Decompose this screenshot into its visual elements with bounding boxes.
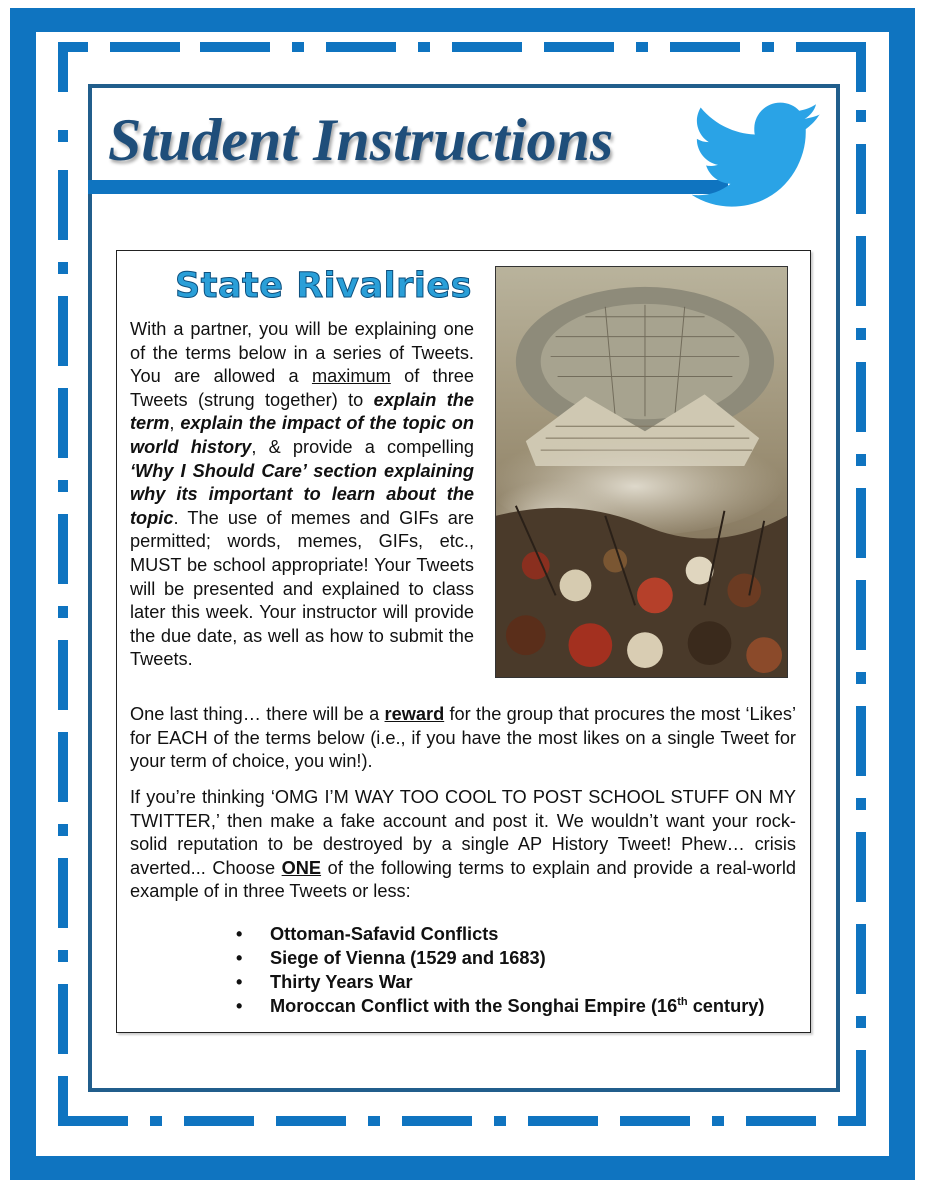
section-title: State Rivalries — [175, 266, 472, 306]
reward-emphasis: reward — [384, 704, 445, 724]
intro-text-2: of three Tweets (strung together) to — [130, 366, 474, 410]
maximum-emphasis: maximum — [311, 366, 391, 387]
reward-text-2: for the group that procures the most ‘Likes’ for EACH of the terms below (i.e., if you have the most likes on a single Tweet for your term of choice, you win!). — [130, 704, 797, 772]
intro-text-4: , & provide a compelling — [251, 436, 474, 457]
siege-painting-image — [495, 266, 788, 678]
term-label: Thirty Years War — [270, 972, 413, 992]
explain-term-emphasis: explain the term — [130, 389, 474, 434]
intro-paragraph — [130, 318, 474, 672]
fake-account-text-2: of the following terms to explain and provide a real-world example of in three Tweets or less: — [130, 857, 797, 902]
term-label-suffix: century) — [687, 996, 765, 1016]
explain-impact-emphasis: explain the impact of the topic on world history — [130, 413, 474, 457]
list-item — [232, 946, 764, 970]
fake-account-paragraph — [130, 786, 796, 904]
list-item — [232, 922, 764, 946]
one-emphasis: ONE — [281, 857, 322, 878]
term-superscript: th — [677, 995, 688, 1008]
terms-list — [232, 922, 764, 1018]
list-item — [232, 994, 764, 1018]
why-care-emphasis: ‘Why I Should Care’ section explaining why its important to learn about the topic — [130, 460, 474, 528]
term-label: Ottoman-Safavid Conflicts — [270, 924, 499, 944]
page-title: Student Instructions — [108, 107, 614, 173]
term-label: Siege of Vienna (1529 and 1683) — [270, 948, 546, 968]
fake-account-text-1: If you’re thinking ‘OMG I’M WAY TOO COOL TO POST SCHOOL STUFF ON MY TWITTER,’ then make a fake account and post it. We wouldn’t want your rock-solid reputation to be destroyed by a single AP History Tweet! Phew… crisis averted... Choose — [130, 787, 796, 878]
intro-text-5: . The use of memes and GIFs are permitted; words, memes, GIFs, etc., MUST be school appropriate! Your Tweets will be presented and explained to class later this week. Your instructor will provide the due date, as well as how to submit the Tweets. — [130, 507, 474, 670]
intro-text-1: With a partner, you will be explaining one of the terms below in a series of Tweets. You are allowed a — [130, 319, 474, 387]
twitter-bird-icon — [692, 100, 822, 220]
term-label: Moroccan Conflict with the Songhai Empire (16 — [270, 996, 678, 1016]
reward-text-1: One last thing… there will be a — [130, 704, 385, 724]
title-underline-bar — [88, 180, 728, 194]
list-item — [232, 970, 764, 994]
intro-text-3: , — [169, 413, 181, 434]
reward-paragraph — [130, 703, 796, 774]
